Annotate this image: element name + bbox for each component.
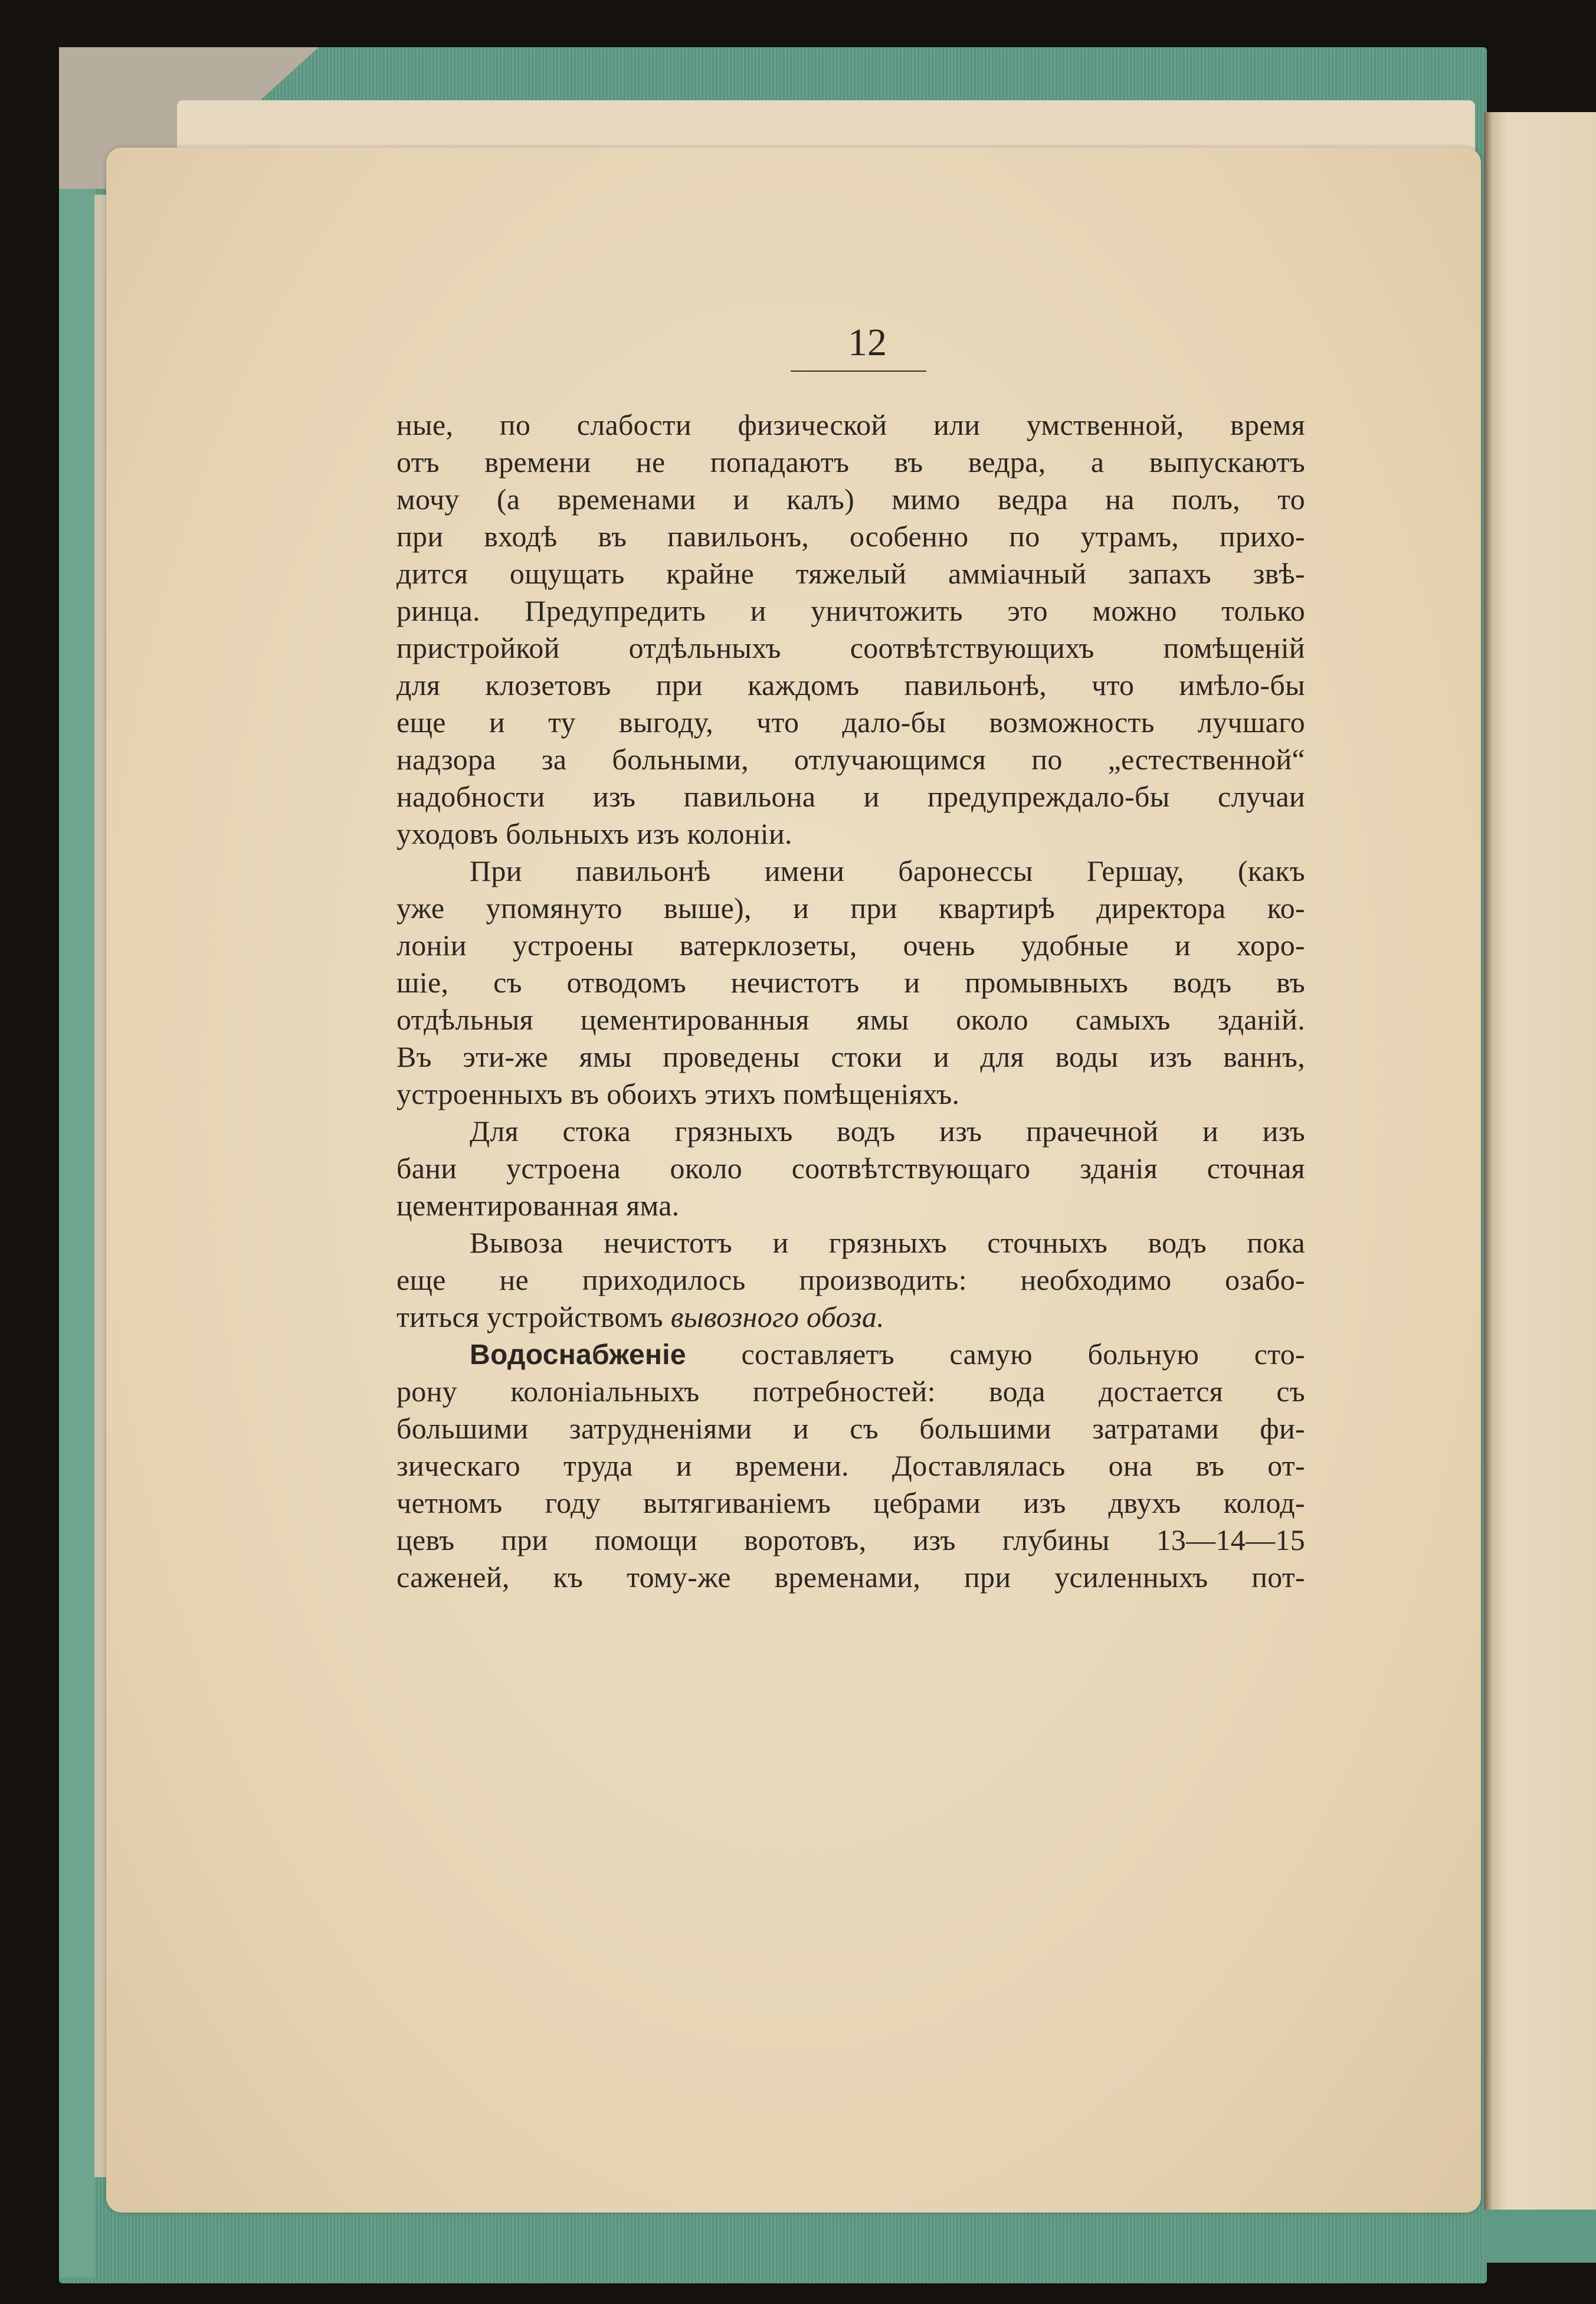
text-line: При павильонѣ имени баронессы Гершау, (какъ xyxy=(470,854,1305,887)
text-line: Вывоза нечистотъ и грязныхъ сточныхъ водъ пока xyxy=(470,1226,1305,1259)
text-line: лоніи устроены ватерклозеты, очень удобные и хоро- xyxy=(396,929,1305,962)
text-line xyxy=(470,1336,1305,1373)
text-line: надобности изъ павильона и предупреждало-бы случаи xyxy=(396,780,1305,813)
cover-edge-right xyxy=(1484,2210,1596,2263)
text-line: большими затрудненіями и съ большими затратами фи- xyxy=(396,1412,1305,1445)
text-line: при входѣ въ павильонъ, особенно по утрамъ, прихо- xyxy=(396,520,1305,553)
page-number: 12 xyxy=(848,321,887,364)
text-line: ринца. Предупредить и уничтожить это можно только xyxy=(396,594,1305,627)
text-line: устроенныхъ въ обоихъ этихъ помѣщеніяхъ. xyxy=(396,1077,960,1110)
text-line: рону колоніальныхъ потребностей: вода достается съ xyxy=(396,1375,1305,1408)
text-line: цементированная яма. xyxy=(396,1189,680,1222)
text-line: отъ времени не попадаютъ въ ведра, а выпускаютъ xyxy=(396,445,1305,479)
text-line: Для стока грязныхъ водъ изъ прачечной и изъ xyxy=(470,1115,1305,1148)
text-line: для клозетовъ при каждомъ павильонѣ, что имѣло-бы xyxy=(396,668,1305,702)
text-line: надзора за больными, отлучающимся по „естественной“ xyxy=(396,743,1305,776)
text-line: четномъ году вытягиваніемъ цебрами изъ двухъ колод- xyxy=(396,1486,1305,1519)
text-line: Въ эти-же ямы проведены стоки и для воды изъ ваннъ, xyxy=(396,1040,1305,1073)
page-number-rule xyxy=(791,371,926,372)
text-fragment: титься устройствомъ xyxy=(396,1300,671,1333)
text-line: пристройкой отдѣльныхъ соотвѣтствующихъ помѣщеній xyxy=(396,631,1305,664)
text-line: ные, по слабости физической или умственной, время xyxy=(396,408,1305,441)
text-line: уже упомянуто выше), и при квартирѣ директора ко- xyxy=(396,892,1305,925)
italic-phrase: вывозного обоза. xyxy=(670,1300,884,1333)
text-line: еще не приходилось производить: необходимо озабо- xyxy=(396,1263,1305,1296)
text-line: цевъ при помощи воротовъ, изъ глубины 13—14—15 xyxy=(396,1523,1305,1556)
text-line: зическаго труда и времени. Доставлялась она въ от- xyxy=(396,1449,1305,1482)
facing-page xyxy=(1484,112,1596,2213)
text-line: уходовъ больныхъ изъ колоніи. xyxy=(396,817,792,850)
text-line: шіе, съ отводомъ нечистотъ и промывныхъ водъ въ xyxy=(396,966,1305,999)
text-line xyxy=(396,1299,1305,1335)
text-line: еще и ту выгоду, что дало-бы возможность лучшаго xyxy=(396,706,1305,739)
section-heading: Водоснабженіе xyxy=(470,1339,686,1371)
text-line: мочу (а временами и калъ) мимо ведра на полъ, то xyxy=(396,483,1305,516)
text-line: бани устроена около соотвѣтствующаго зданія сточная xyxy=(396,1152,1305,1185)
text-line: дится ощущать крайне тяжелый амміачный запахъ звѣ- xyxy=(396,557,1305,590)
text-fragment: составляетъ самую больную сто- xyxy=(686,1338,1305,1371)
text-line: отдѣльныя цементированныя ямы около самыхъ зданій. xyxy=(396,1003,1305,1036)
cover-edge xyxy=(59,189,94,2277)
text-line: саженей, къ тому-же временами, при усиленныхъ пот- xyxy=(396,1561,1305,1594)
